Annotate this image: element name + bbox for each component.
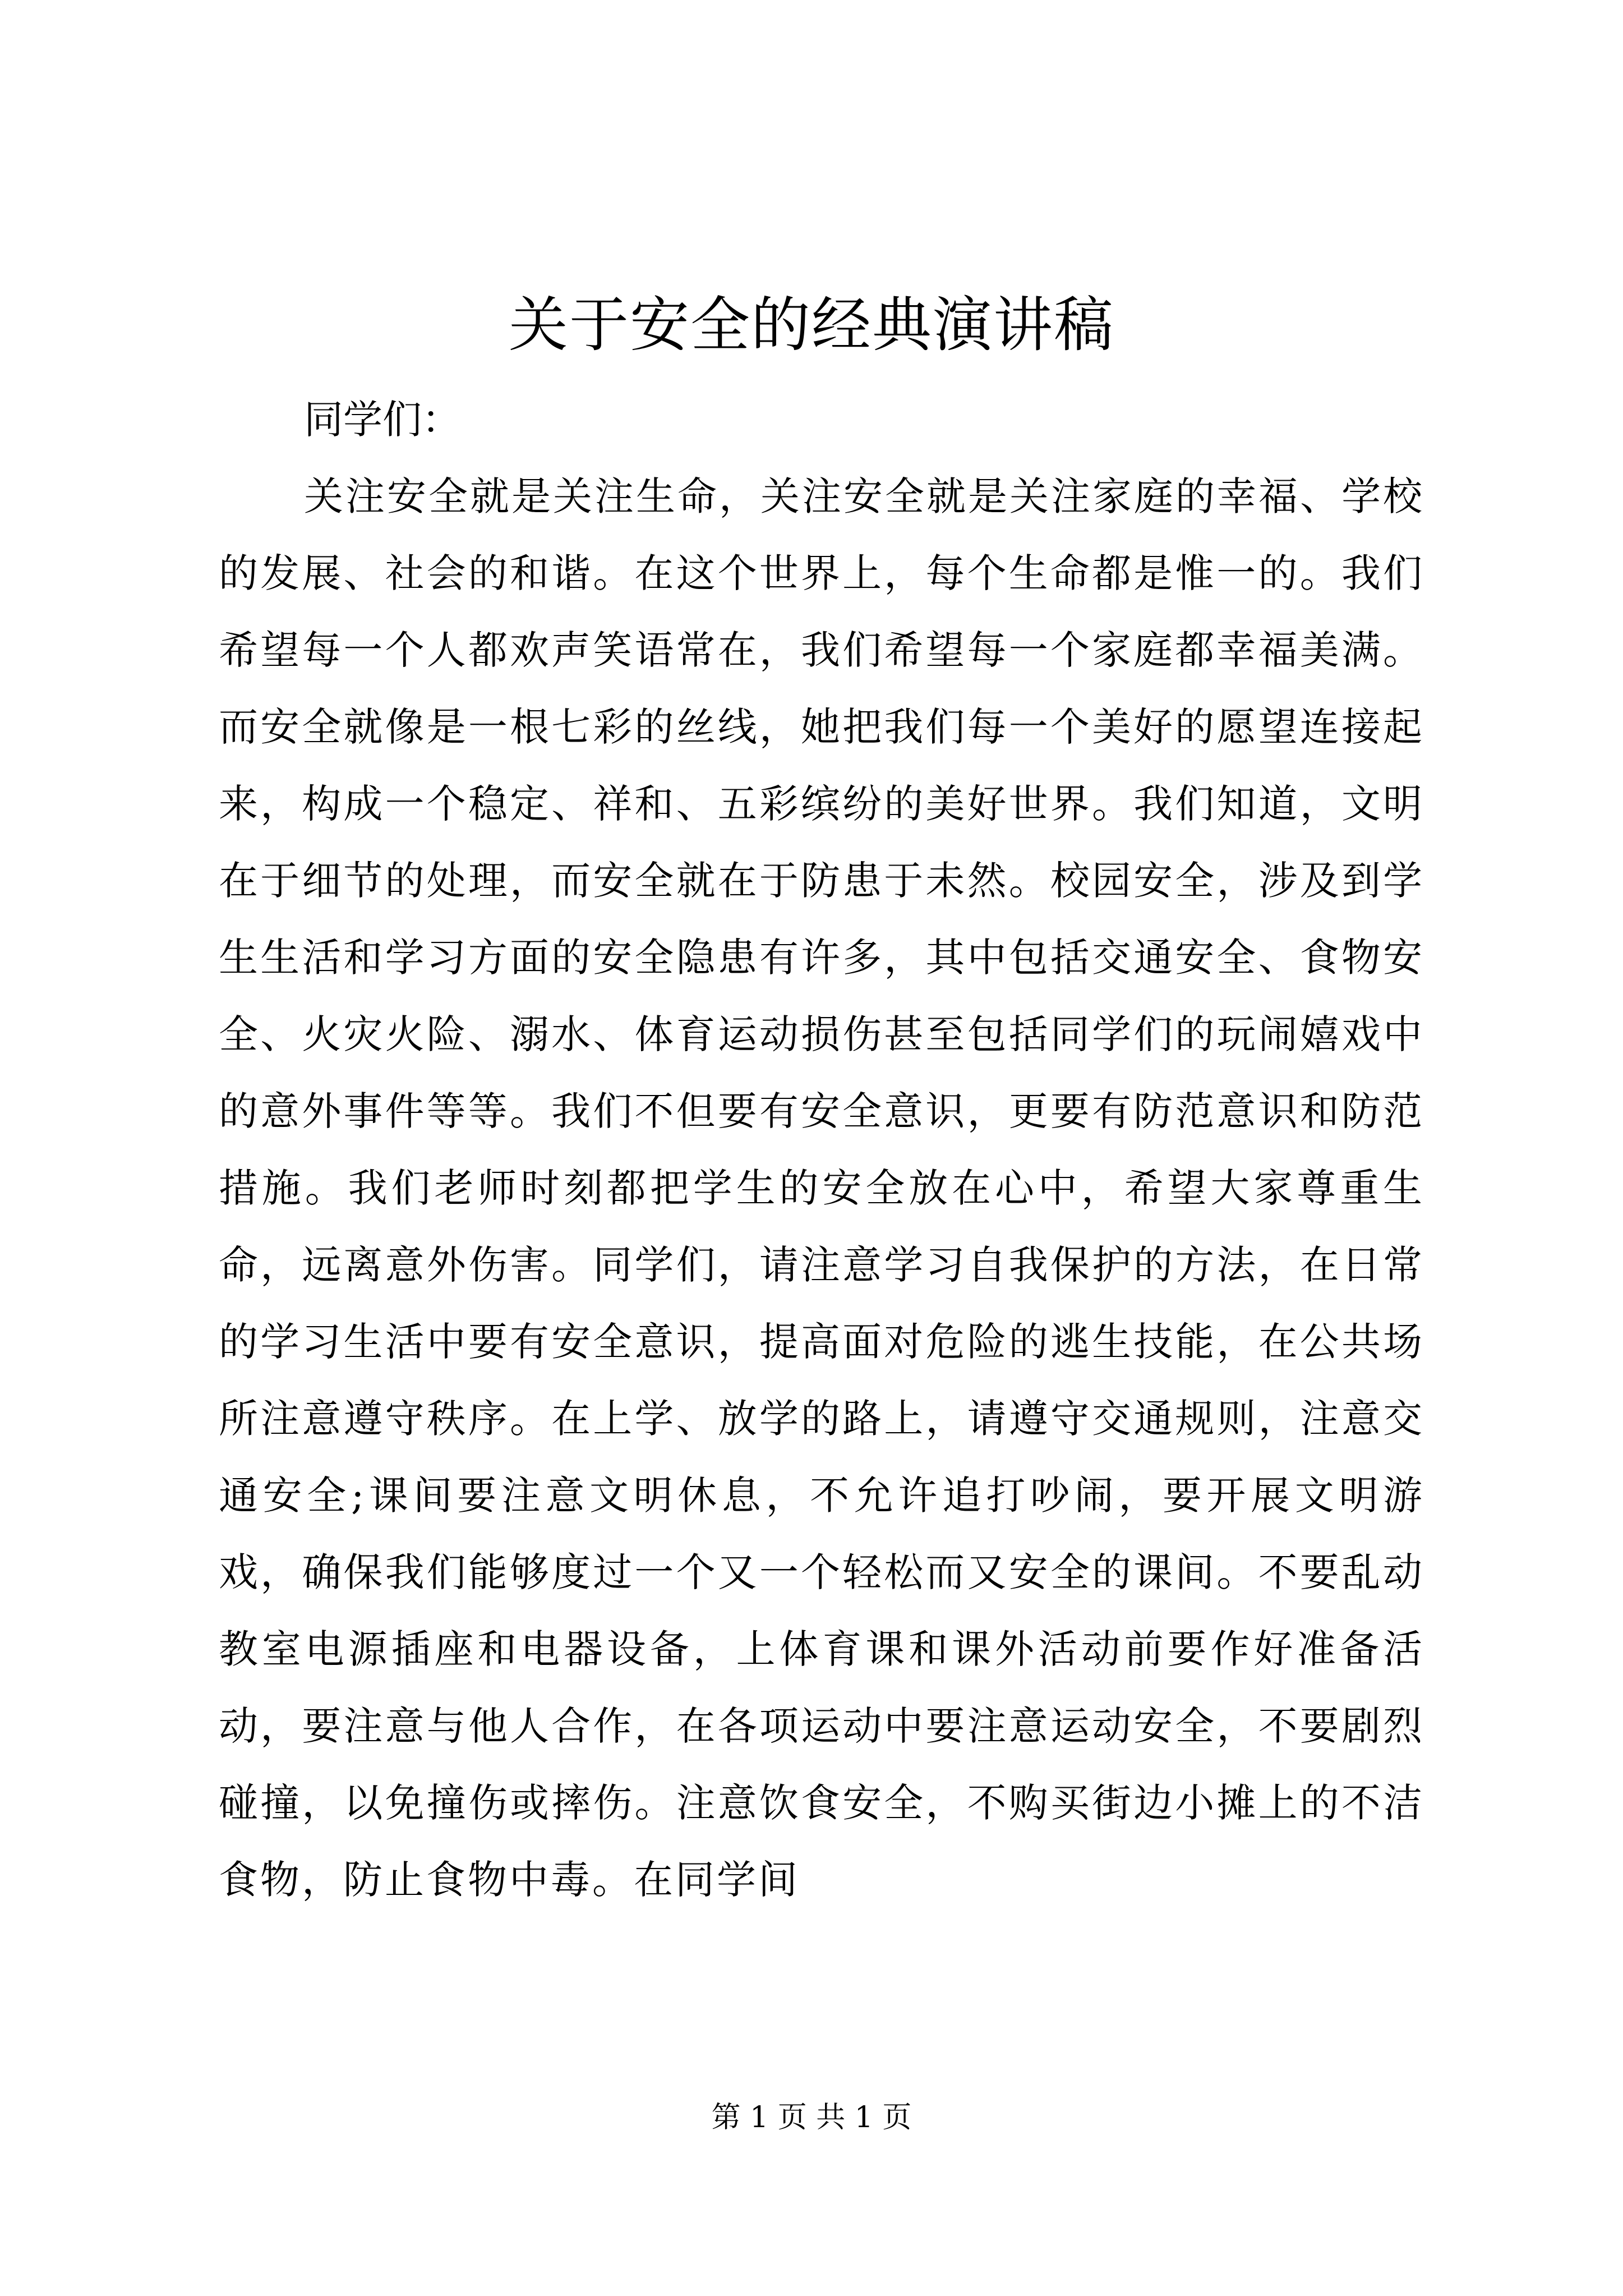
salutation: 同学们：	[304, 397, 461, 443]
page-footer: 第 1 页 共 1 页	[711, 2101, 912, 2134]
document-body	[219, 381, 1424, 1918]
body-paragraph: 关注安全就是关注生命，关注安全就是关注家庭的幸福、学校的发展、社会的和谐。在这个世界上，每个生命都是惟一的。我们希望每一个人都欢声笑语常在，我们希望每一个家庭都幸福美满。而安全就像是一根七彩的丝线，她把我们每一个美好的愿望连接起来，构成一个稳定、祥和、五彩缤纷的美好世界。我们知道，文明在于细节的处理，而安全就在于防患于未然。校园安全，涉及到学生生活和学习方面的安全隐患有许多，其中包括交通安全、食物安全、火灾火险、溺水、体育运动损伤甚至包括同学们的玩闹嬉戏中的意外事件等等。我们不但要有安全意识，更要有防范意识和防范措施。我们老师时刻都把学生的安全放在心中，希望大家尊重生命，远离意外伤害。同学们，请注意学习自我保护的方法，在日常的学习生活中要有安全意识，提高面对危险的逃生技能，在公共场所注意遵守秩序。在上学、放学的路上，请遵守交通规则，注意交通安全;课间要注意文明休息，不允许追打吵闹，要开展文明游戏，确保我们能够度过一个又一个轻松而又安全的课间。不要乱动教室电源插座和电器设备，上体育课和课外活动前要作好准备活动，要注意与他人合作，在各项运动中要注意运动安全，不要剧烈碰撞，以免撞伤或摔伤。注意饮食安全，不购买街边小摊上的不洁食物，防止食物中毒。在同学间	[219, 473, 1424, 1903]
document-title: 关于安全的经典演讲稿	[509, 291, 1114, 360]
